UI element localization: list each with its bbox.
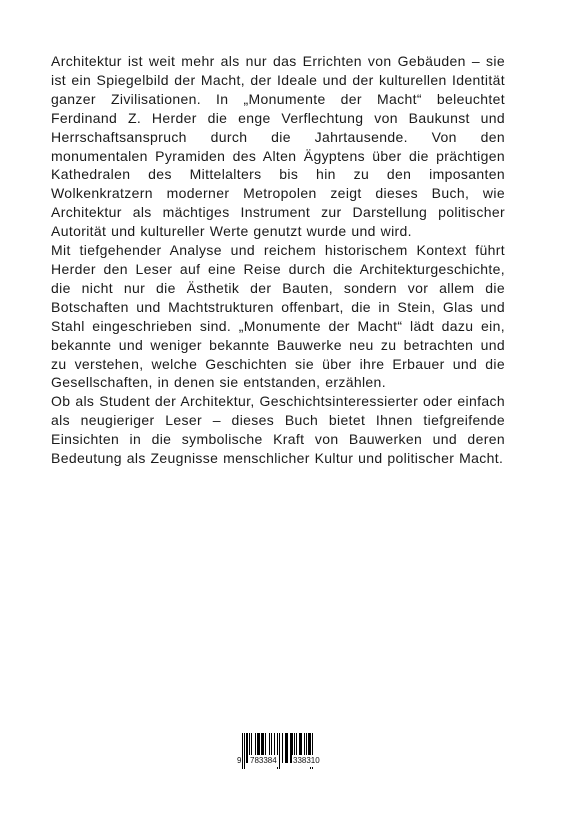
barcode-prefix-digit: 9 — [237, 756, 242, 765]
barcode-right-digits: 338310 — [293, 756, 320, 765]
blurb-paragraph-2: Mit tiefgehender Analyse und reichem historischem Kontext führt Herder den Leser auf eine Reise durch die Architekturgeschichte, die nicht nur die Ästhetik der Bauten, sondern vor allem die Botschaften und Machtstrukturen offenbart, die in Stein, Glas und Stahl eingeschrieben sind. „Monumente der Macht“ lädt dazu ein, bekannte und weniger bekannte Bauwerke neu zu betrachten und zu verstehen, welche Geschichten sie über ihre Erbauer und die Gesellschaften, in denen sie entstanden, erzählen. — [51, 242, 505, 391]
back-cover-blurb — [51, 52, 505, 468]
barcode-left-digits: 783384 — [250, 756, 277, 765]
blurb-paragraph-1: Architektur ist weit mehr als nur das Errichten von Gebäuden – sie ist ein Spiegelbild der Macht, der Ideale und der kulturellen Identität ganzer Zivilisationen. In „Monumente der Macht“ beleuchtet Ferdinand Z. Herder die enge Verflechtung von Baukunst und Herrschaftsanspruch durch die Jahrtausende. Von den monumentalen Pyramiden des Alten Ägyptens über die prächtigen Kathedralen des Mittelalters bis hin zu den imposanten Wolkenkratzern moderner Metropolen zeigt dieses Buch, wie Architektur als mächtiges Instrument zur Darstellung politischer Autorität und kultureller Werte genutzt wurde und wird. — [51, 53, 505, 240]
isbn-barcode-number — [236, 755, 336, 767]
blurb-paragraph-3: Ob als Student der Architektur, Geschichtsinteressierter oder einfach als neugieriger Leser – dieses Buch bietet Ihnen tiefgreifende Einsichten in die symbolische Kraft von Bauwerken und deren Bedeutung als Zeugnisse menschlicher Kultur und politischer Macht. — [51, 393, 505, 467]
